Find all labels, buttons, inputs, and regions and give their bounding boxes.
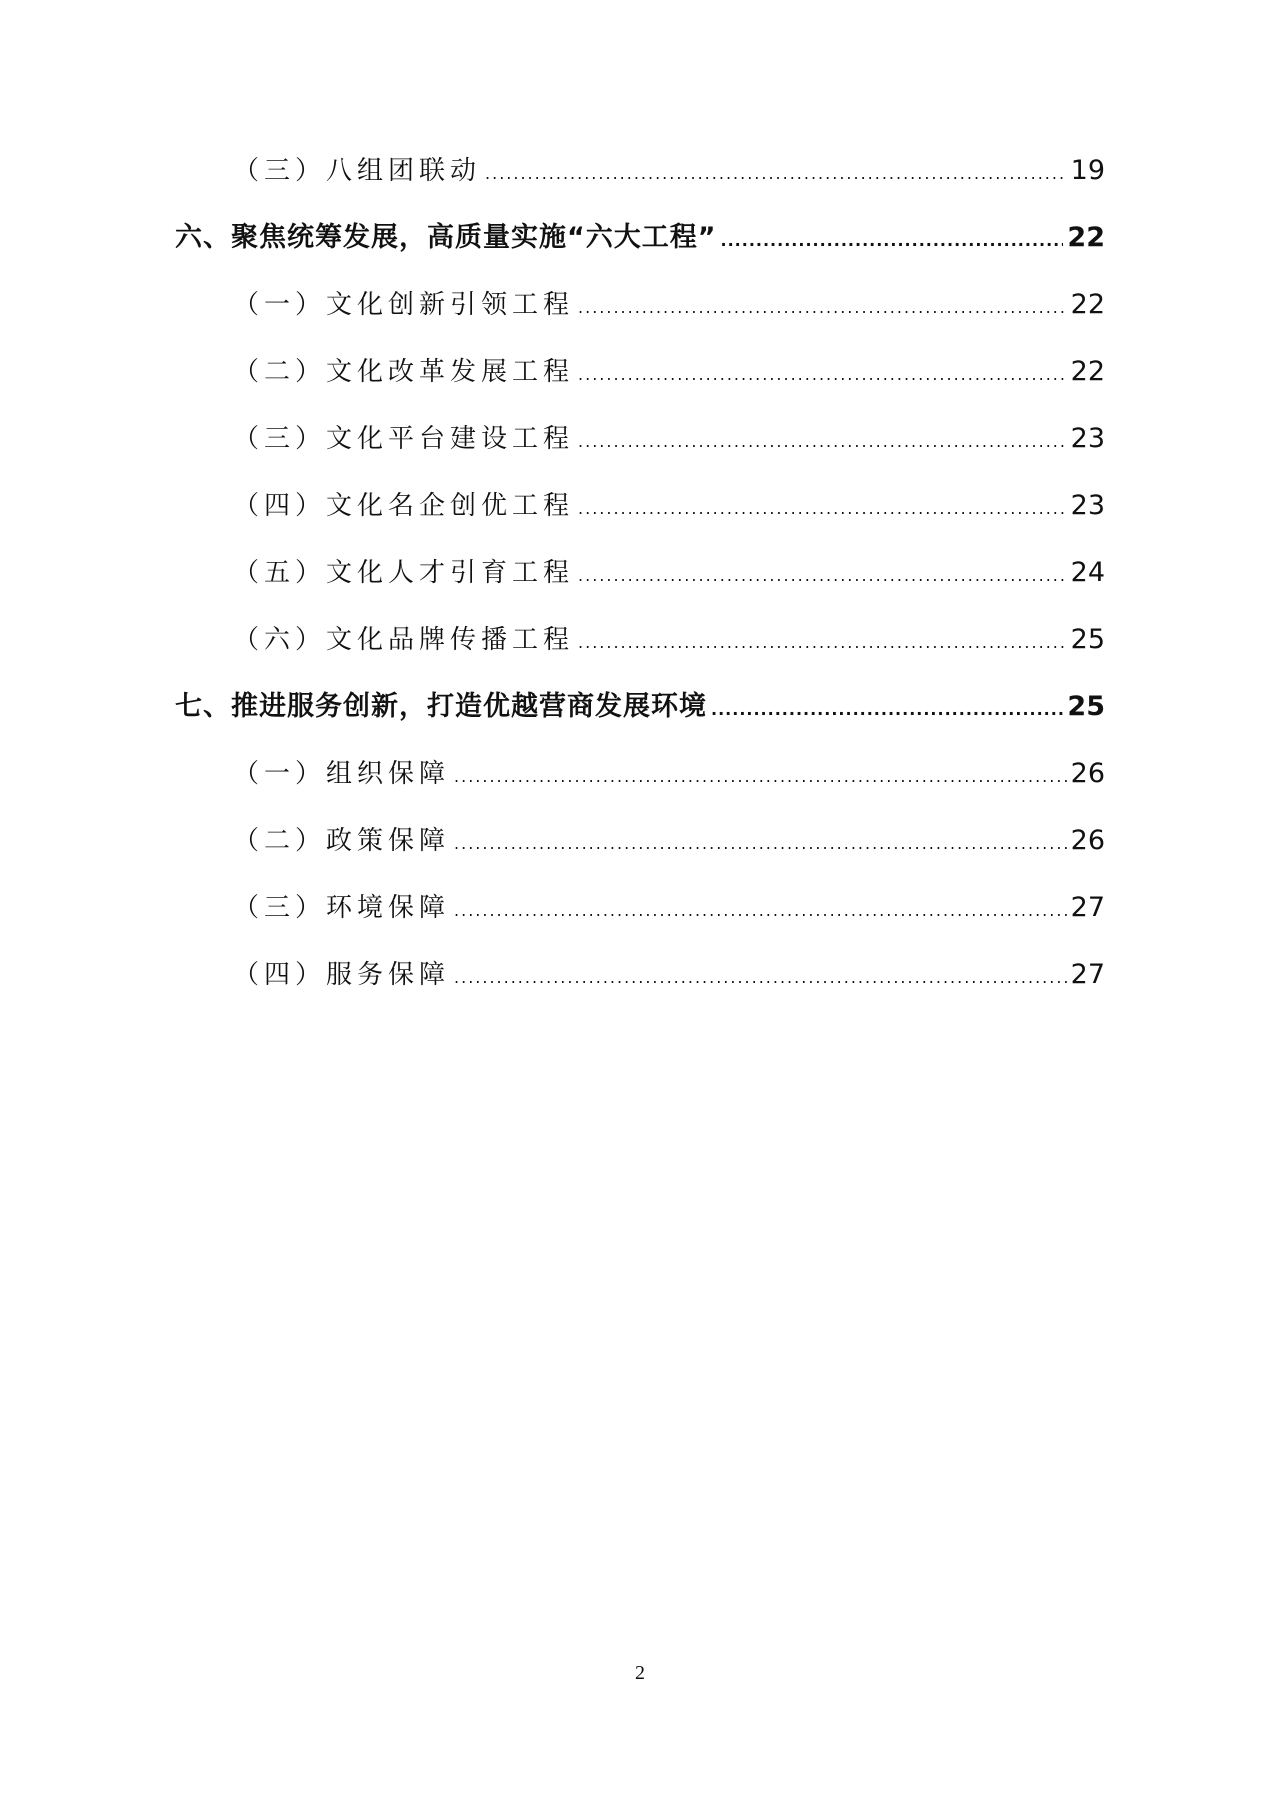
toc-entry-label: （一）组织保障 xyxy=(233,759,451,789)
toc-entry-label: （三）环境保障 xyxy=(233,893,451,923)
toc-entry-label: （三）文化平台建设工程 xyxy=(233,424,575,454)
toc-entry[interactable] xyxy=(175,480,1105,547)
toc-entry[interactable] xyxy=(175,413,1105,480)
toc-entry-page: 25 xyxy=(1070,624,1105,655)
toc-entry[interactable] xyxy=(175,815,1105,882)
toc-entry-label: （一）文化创新引领工程 xyxy=(233,290,575,320)
toc-entry-page: 26 xyxy=(1070,825,1105,856)
toc-dot-leader xyxy=(454,818,1067,870)
toc-entry-page: 19 xyxy=(1070,155,1105,186)
toc-dot-leader xyxy=(454,885,1067,937)
toc-dot-leader xyxy=(454,751,1067,803)
toc-entry[interactable] xyxy=(175,279,1105,346)
toc-entry[interactable] xyxy=(175,681,1105,748)
toc-entry-label: （六）文化品牌传播工程 xyxy=(233,625,575,655)
toc-dot-leader xyxy=(485,148,1067,200)
toc-dot-leader xyxy=(721,215,1064,267)
toc-dot-leader xyxy=(578,617,1067,669)
toc-entry-page: 23 xyxy=(1070,423,1105,454)
toc-entry[interactable] xyxy=(175,748,1105,815)
toc-dot-leader xyxy=(578,416,1067,468)
toc-entry-page: 24 xyxy=(1070,557,1105,588)
table-of-contents xyxy=(175,145,1105,1016)
toc-entry[interactable] xyxy=(175,949,1105,1016)
toc-entry[interactable] xyxy=(175,346,1105,413)
toc-dot-leader xyxy=(454,952,1067,1004)
toc-entry-page: 22 xyxy=(1070,356,1105,387)
toc-entry-label: 六、聚焦统筹发展，高质量实施“六大工程” xyxy=(175,222,717,253)
toc-entry-page: 27 xyxy=(1070,892,1105,923)
toc-dot-leader xyxy=(578,483,1067,535)
toc-dot-leader xyxy=(578,550,1067,602)
toc-entry-page: 23 xyxy=(1070,490,1105,521)
toc-dot-leader xyxy=(578,349,1067,401)
toc-entry-page: 27 xyxy=(1070,959,1105,990)
toc-entry-label: （二）文化改革发展工程 xyxy=(233,357,575,387)
toc-entry-label: （四）服务保障 xyxy=(233,960,451,990)
toc-entry-label: （五）文化人才引育工程 xyxy=(233,558,575,588)
toc-entry-page: 22 xyxy=(1067,222,1105,253)
toc-entry-label: （二）政策保障 xyxy=(233,826,451,856)
toc-dot-leader xyxy=(711,684,1063,736)
toc-entry-page: 26 xyxy=(1070,758,1105,789)
toc-entry-page: 25 xyxy=(1067,691,1105,722)
toc-entry[interactable] xyxy=(175,614,1105,681)
toc-entry[interactable] xyxy=(175,212,1105,279)
toc-entry-page: 22 xyxy=(1070,289,1105,320)
toc-entry[interactable] xyxy=(175,547,1105,614)
toc-entry[interactable] xyxy=(175,882,1105,949)
toc-entry[interactable] xyxy=(175,145,1105,212)
page-number: 2 xyxy=(635,1662,645,1684)
toc-entry-label: 七、推进服务创新，打造优越营商发展环境 xyxy=(175,691,707,722)
toc-dot-leader xyxy=(578,282,1067,334)
toc-entry-label: （四）文化名企创优工程 xyxy=(233,491,575,521)
toc-entry-label: （三）八组团联动 xyxy=(233,156,482,186)
